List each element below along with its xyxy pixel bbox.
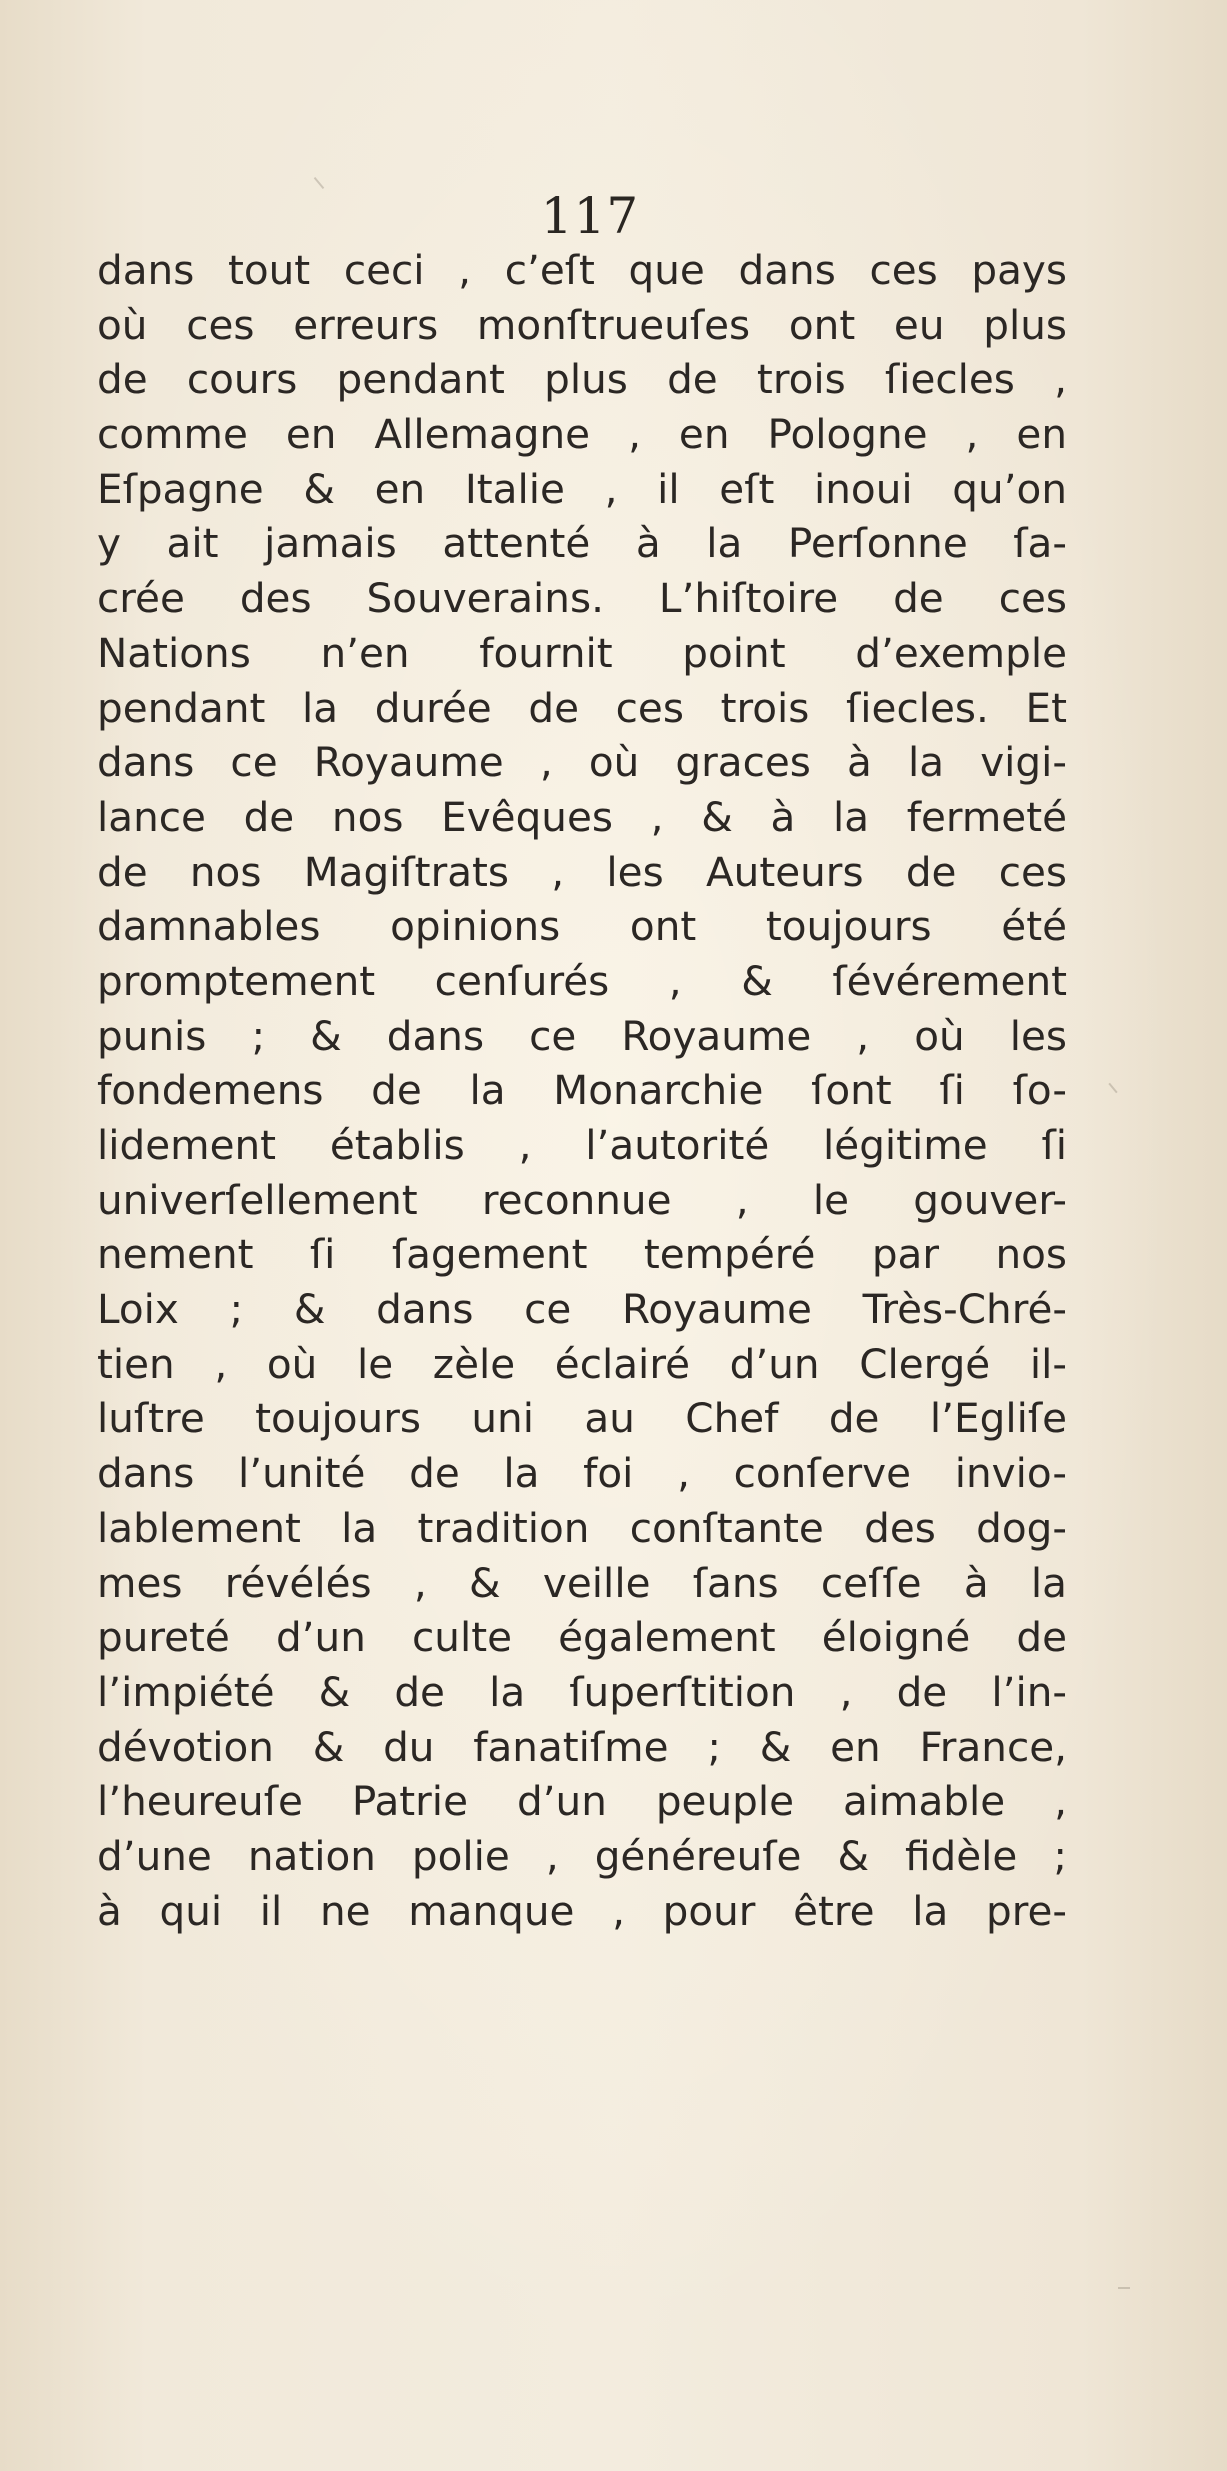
paper-speck-mark [314, 177, 325, 189]
text-line: tien , où le zèle éclairé d’un Clergé il- [97, 1339, 1067, 1388]
text-line: dans l’unité de la foi , conſerve invio- [97, 1449, 1067, 1498]
text-line: pureté d’un culte également éloigné de [97, 1613, 1067, 1662]
text-line: univerſellement reconnue , le gouver- [97, 1175, 1067, 1224]
text-line: dans ce Royaume , où graces à la vigi- [97, 738, 1067, 787]
text-line: l’heureuſe Patrie d’un peuple aimable , [97, 1777, 1067, 1826]
text-line: comme en Allemagne , en Pologne , en [97, 410, 1067, 459]
text-line: punis ; & dans ce Royaume , où les [97, 1011, 1067, 1060]
text-line: pendant la durée de ces trois ſiecles. Et [97, 683, 1067, 732]
text-line: Nations n’en fournit point d’exemple [97, 628, 1067, 677]
text-line: dévotion & du fanatiſme ; & en France, [97, 1722, 1067, 1771]
text-line: y ait jamais attenté à la Perſonne ſa- [97, 519, 1067, 568]
text-line: dans tout ceci , c’eſt que dans ces pays [97, 246, 1067, 294]
text-line: crée des Souverains. L’hiſtoire de ces [97, 574, 1067, 623]
paper-speck-mark [1118, 2287, 1130, 2289]
text-line: à qui il ne manque , pour être la pre- [97, 1886, 1067, 1935]
text-line: lidement établis , l’autorité légitime ſi [97, 1121, 1067, 1169]
text-line: nement ſi ſagement tempéré par nos [97, 1230, 1067, 1279]
text-line: Loix ; & dans ce Royaume Très-Chré- [97, 1285, 1067, 1334]
text-line: de nos Magiſtrats , les Auteurs de ces [97, 847, 1067, 896]
text-line: mes révélés , & veille ſans ceſſe à la [97, 1558, 1067, 1607]
text-line: l’impiété & de la ſuperſtition , de l’in- [97, 1667, 1067, 1716]
text-line: lablement la tradition conſtante des dog- [97, 1503, 1067, 1552]
body-text [97, 243, 1067, 1938]
paper-speck-mark [1108, 1083, 1117, 1093]
text-line: lance de nos Evêques , & à la fermeté [97, 792, 1067, 841]
text-line: damnables opinions ont toujours été [97, 902, 1067, 951]
text-line: d’une nation polie , généreuſe & fidèle ; [97, 1831, 1067, 1880]
text-line: luſtre toujours uni au Chef de l’Egliſe [97, 1394, 1067, 1443]
text-line: de cours pendant plus de trois ſiecles , [97, 355, 1067, 404]
text-line: Eſpagne & en Italie , il eſt inoui qu’on [97, 464, 1067, 513]
text-line: promptement cenſurés , & ſévérement [97, 956, 1067, 1005]
text-line: fondemens de la Monarchie ſont ſi ſo- [97, 1066, 1067, 1115]
text-line: où ces erreurs monſtrueuſes ont eu plus [97, 300, 1067, 349]
page-number: 117 [540, 187, 640, 245]
